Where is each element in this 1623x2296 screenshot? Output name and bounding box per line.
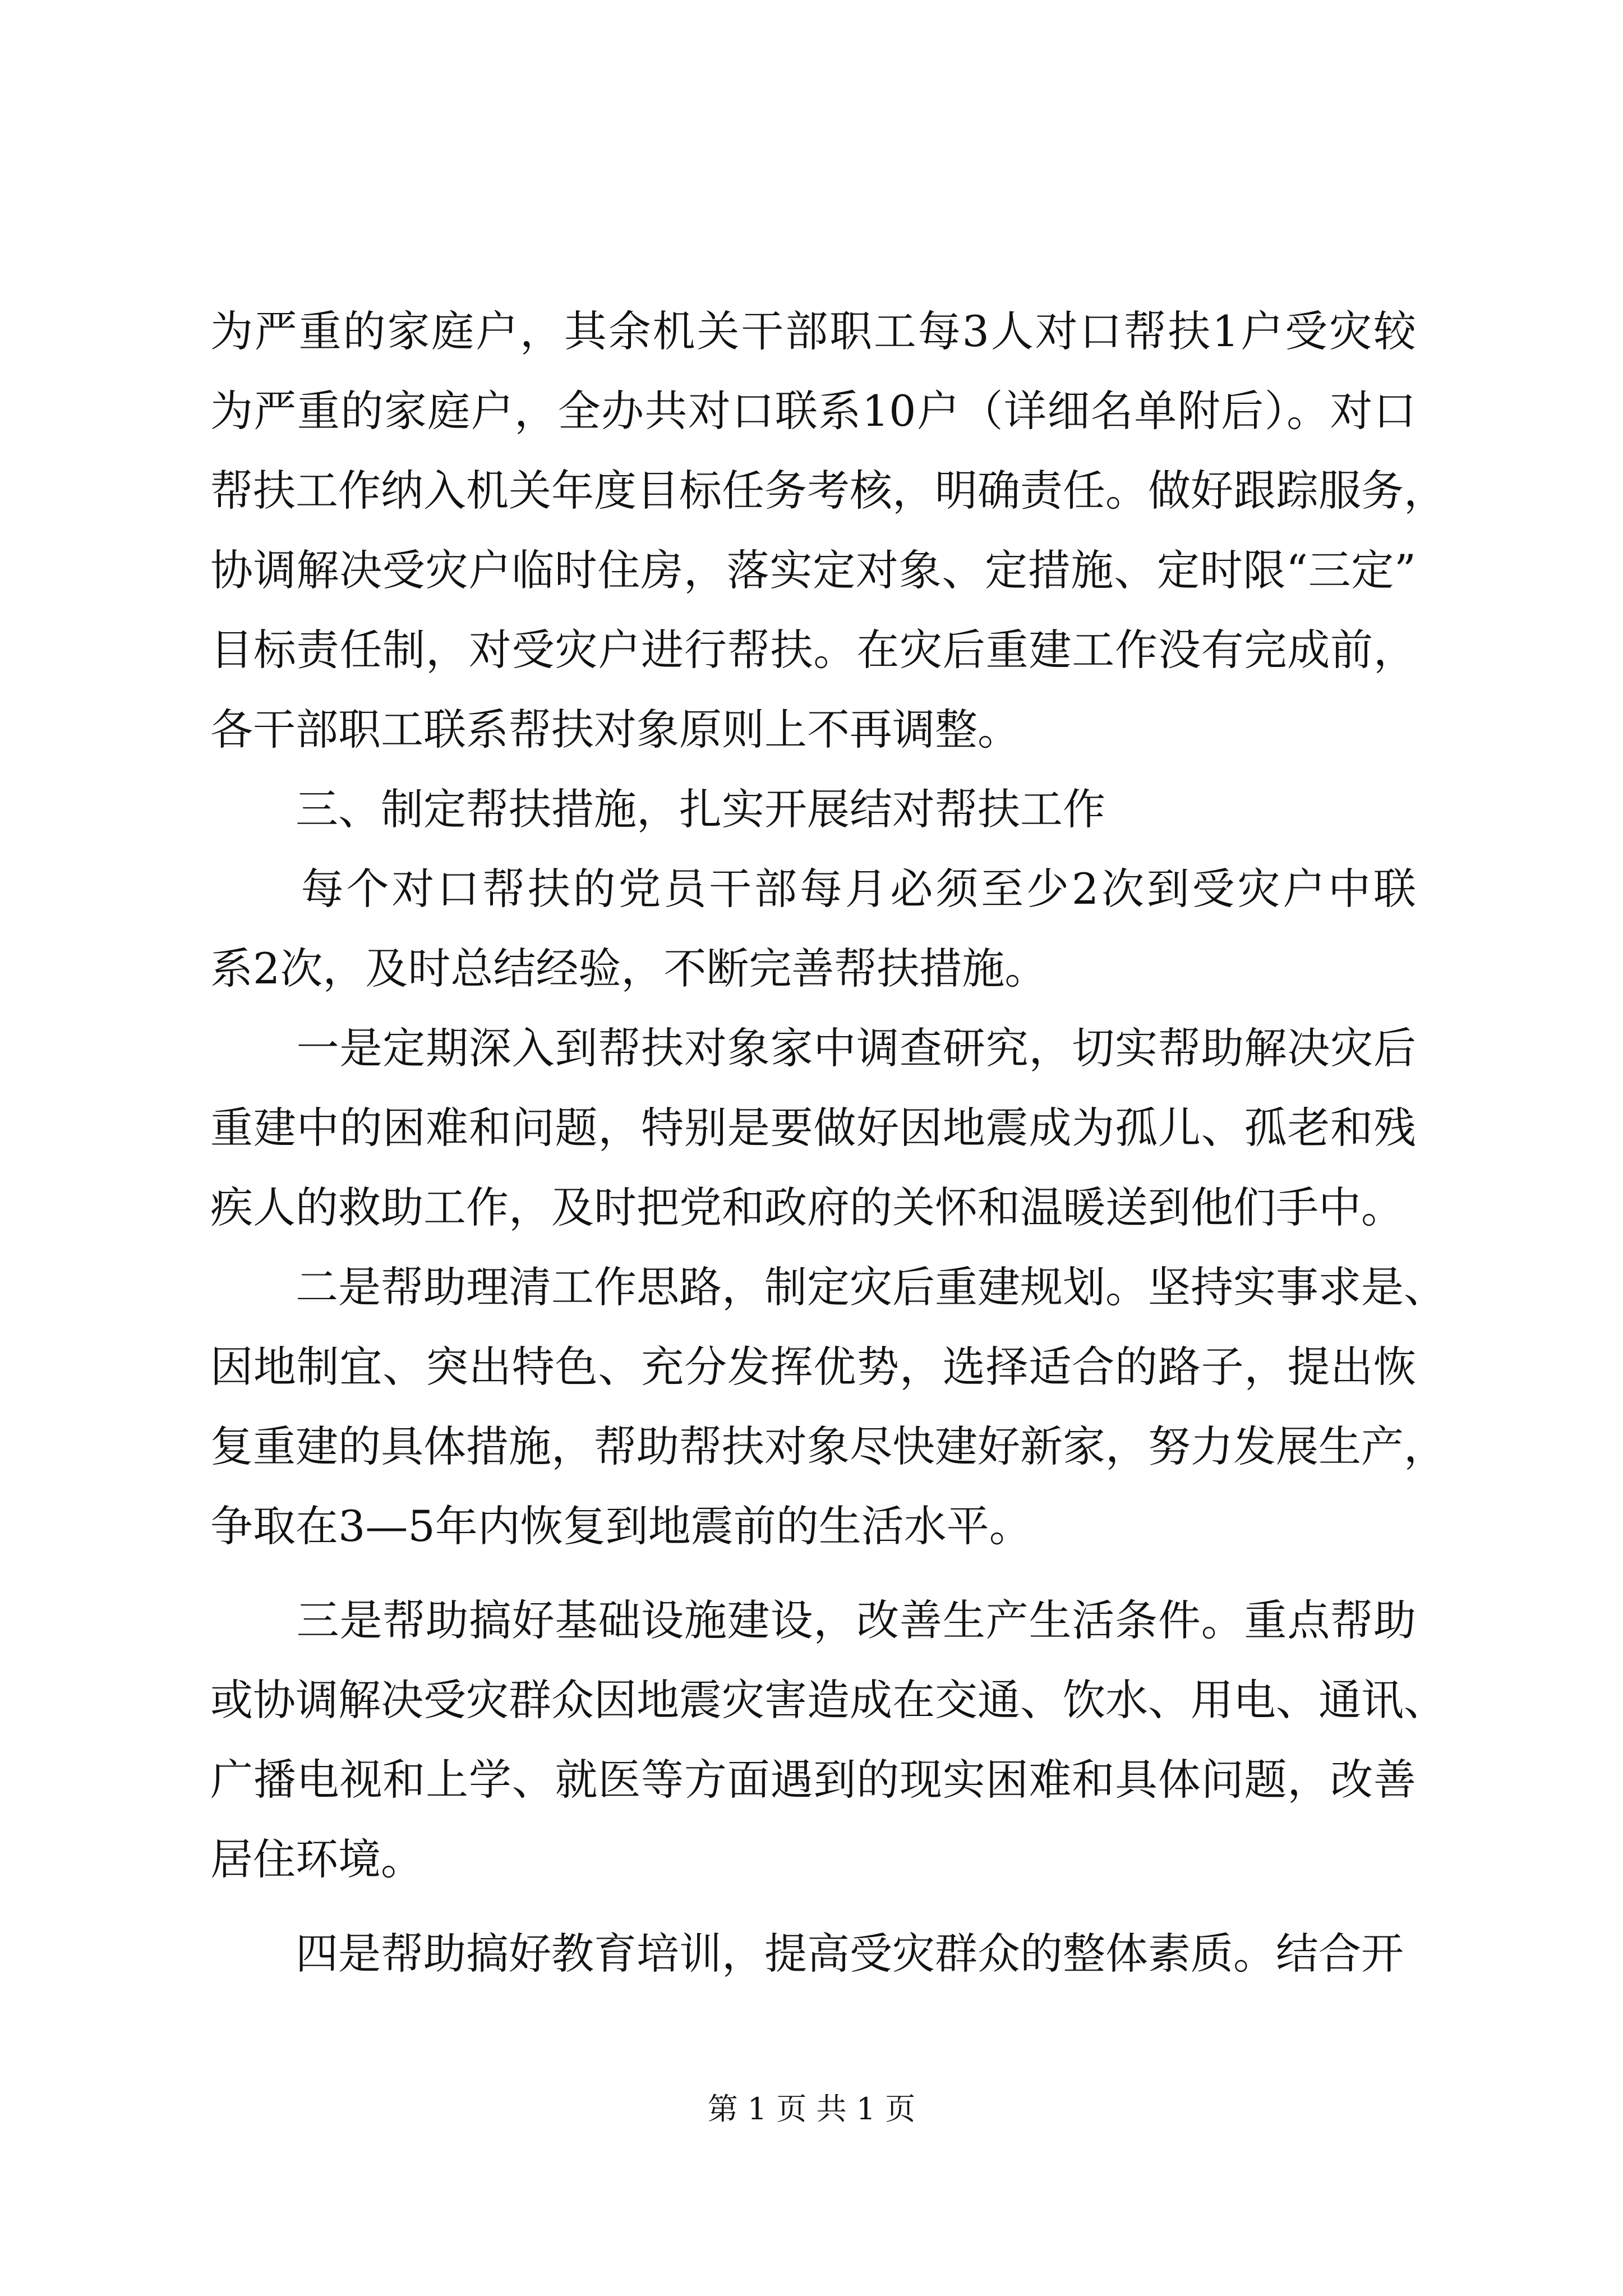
paragraph [210, 292, 1446, 770]
paragraph [210, 1581, 1446, 1899]
text-line: 重建中的困难和问题，特别是要做好因地震成为孤儿、孤老和残 [210, 1103, 1416, 1153]
paragraph [210, 1914, 1416, 1994]
paragraph-gap [210, 1899, 1416, 1914]
paragraph [210, 849, 1416, 1009]
text-line: 协调解决受灾户临时住房，落实定对象、定措施、定时限“三定” [210, 545, 1416, 595]
text-line: 系2次，及时总结经验，不断完善帮扶措施。 [210, 944, 1048, 993]
page-number-label: 第 1 页 共 1 页 [707, 2091, 916, 2127]
text-line: 复重建的具体措施，帮助帮扶对象尽快建好新家，努力发展生产， [210, 1421, 1446, 1471]
paragraph [210, 1248, 1446, 1566]
text-line: 居住环境。 [210, 1834, 423, 1884]
text-line: 因地制宜、突出特色、充分发挥优势，选择适合的路子，提出恢 [210, 1342, 1416, 1392]
text-line: 为严重的家庭户，其余机关干部职工每3人对口帮扶1户受灾较 [210, 306, 1416, 356]
paragraph-gap [210, 1566, 1416, 1581]
heading-line: 三、制定帮扶措施，扎实开展结对帮扶工作 [210, 784, 1105, 834]
text-line: 争取在3—5年内恢复到地震前的生活水平。 [210, 1501, 1032, 1551]
text-line: 为严重的家庭户，全办共对口联系10户（详细名单附后）。对口 [210, 386, 1416, 436]
text-line: 帮扶工作纳入机关年度目标任务考核，明确责任。做好跟踪服务， [210, 466, 1446, 516]
text-line: 三是帮助搞好基础设施建设，改善生产生活条件。重点帮助 [210, 1595, 1416, 1645]
document-body [210, 292, 1446, 1994]
text-line: 或协调解决受灾群众因地震灾害造成在交通、饮水、用电、通讯、 [210, 1675, 1446, 1725]
section-heading [210, 770, 1416, 849]
text-line: 各干部职工联系帮扶对象原则上不再调整。 [210, 705, 1020, 754]
text-line: 广播电视和上学、就医等方面遇到的现实困难和具体问题，改善 [210, 1755, 1416, 1805]
text-line: 每个对口帮扶的党员干部每月必须至少2次到受灾户中联 [210, 864, 1416, 914]
text-line: 目标责任制，对受灾户进行帮扶。在灾后重建工作没有完成前， [210, 625, 1416, 675]
paragraph [210, 1009, 1416, 1248]
text-line: 一是定期深入到帮扶对象家中调查研究，切实帮助解决灾后 [210, 1023, 1416, 1073]
page-footer [0, 2087, 1623, 2132]
text-line: 四是帮助搞好教育培训，提高受灾群众的整体素质。结合开 [210, 1929, 1404, 1978]
text-line: 二是帮助理清工作思路，制定灾后重建规划。坚持实事求是、 [210, 1262, 1446, 1312]
text-line: 疾人的救助工作，及时把党和政府的关怀和温暖送到他们手中。 [210, 1182, 1404, 1232]
